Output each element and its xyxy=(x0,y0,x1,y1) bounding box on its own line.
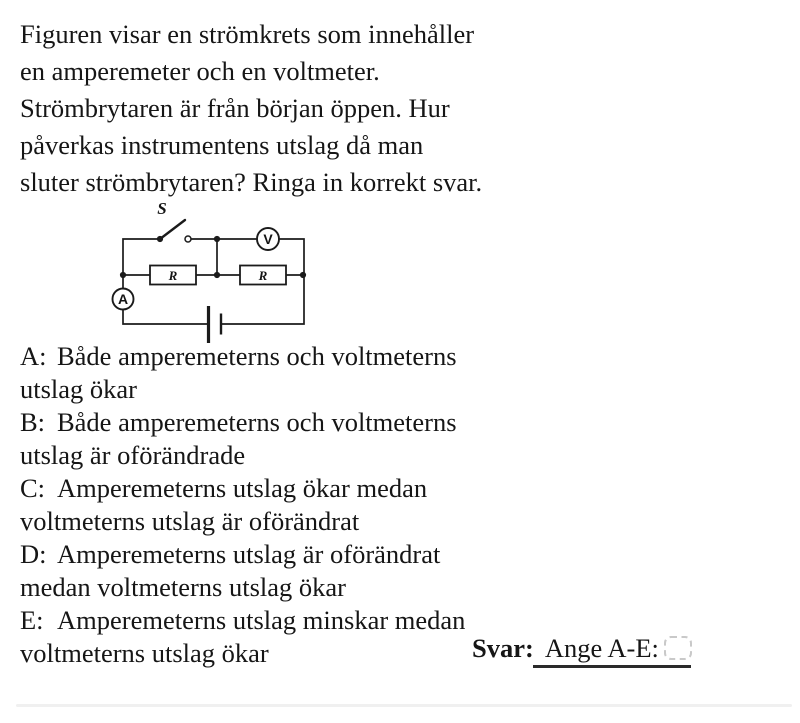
resistor-right-label: R xyxy=(258,268,268,283)
options-list xyxy=(20,340,465,670)
option-d-line1: Amperemeterns utslag är oförändrat xyxy=(57,539,441,569)
answer-underline xyxy=(533,665,691,668)
option-label-e: E: xyxy=(20,605,44,635)
question-line-2: en amperemeter och en voltmeter. xyxy=(20,56,380,86)
option-label-b: B: xyxy=(20,407,46,437)
option-d-line2: medan voltmeterns utslag ökar xyxy=(20,572,347,602)
option-a-line2: utslag ökar xyxy=(20,374,138,404)
resistor-right-icon xyxy=(240,266,286,285)
answer-prompt: Ange A-E: xyxy=(544,633,659,663)
option-row-b xyxy=(20,406,465,439)
battery-icon xyxy=(209,306,222,343)
voltmeter-label: V xyxy=(263,231,273,247)
voltmeter-icon xyxy=(257,228,279,250)
option-b-line1: Både amperemeterns och voltmeterns xyxy=(57,407,457,437)
option-label-c: C: xyxy=(20,473,46,503)
option-label-a: A: xyxy=(20,341,47,371)
option-b-line2: utslag är oförändrade xyxy=(20,440,246,470)
switch-icon xyxy=(157,199,191,242)
bottom-divider xyxy=(16,704,792,707)
question-text xyxy=(20,16,482,201)
answer-label: Svar: xyxy=(472,633,534,663)
ammeter-label: A xyxy=(117,291,129,307)
option-row-d xyxy=(20,538,465,571)
question-line-5: sluter strömbrytaren? Ringa in korrekt svar. xyxy=(20,167,483,197)
question-line-3: Strömbrytaren är från början öppen. Hur xyxy=(20,93,450,123)
option-row-c xyxy=(20,472,465,505)
ammeter-icon xyxy=(113,289,134,310)
option-row-a xyxy=(20,340,465,373)
resistor-left-icon xyxy=(150,266,196,285)
switch-label: S xyxy=(157,199,167,218)
option-label-d: D: xyxy=(20,539,47,569)
option-row-e xyxy=(20,604,465,637)
option-a-line1: Både amperemeterns och voltmeterns xyxy=(57,341,457,371)
option-e-line2: voltmeterns utslag ökar xyxy=(20,638,269,668)
option-c-line1: Amperemeterns utslag ökar medan xyxy=(57,473,428,503)
answer-area xyxy=(472,633,692,664)
resistor-left-label: R xyxy=(168,268,178,283)
question-line-4: påverkas instrumentens utslag då man xyxy=(20,130,424,160)
answer-input-box[interactable] xyxy=(664,636,692,660)
question-line-1: Figuren visar en strömkrets som innehåller xyxy=(20,19,475,49)
circuit-diagram xyxy=(100,196,330,356)
option-e-line1: Amperemeterns utslag minskar medan xyxy=(57,605,466,635)
option-c-line2: voltmeterns utslag är oförändrat xyxy=(20,506,360,536)
